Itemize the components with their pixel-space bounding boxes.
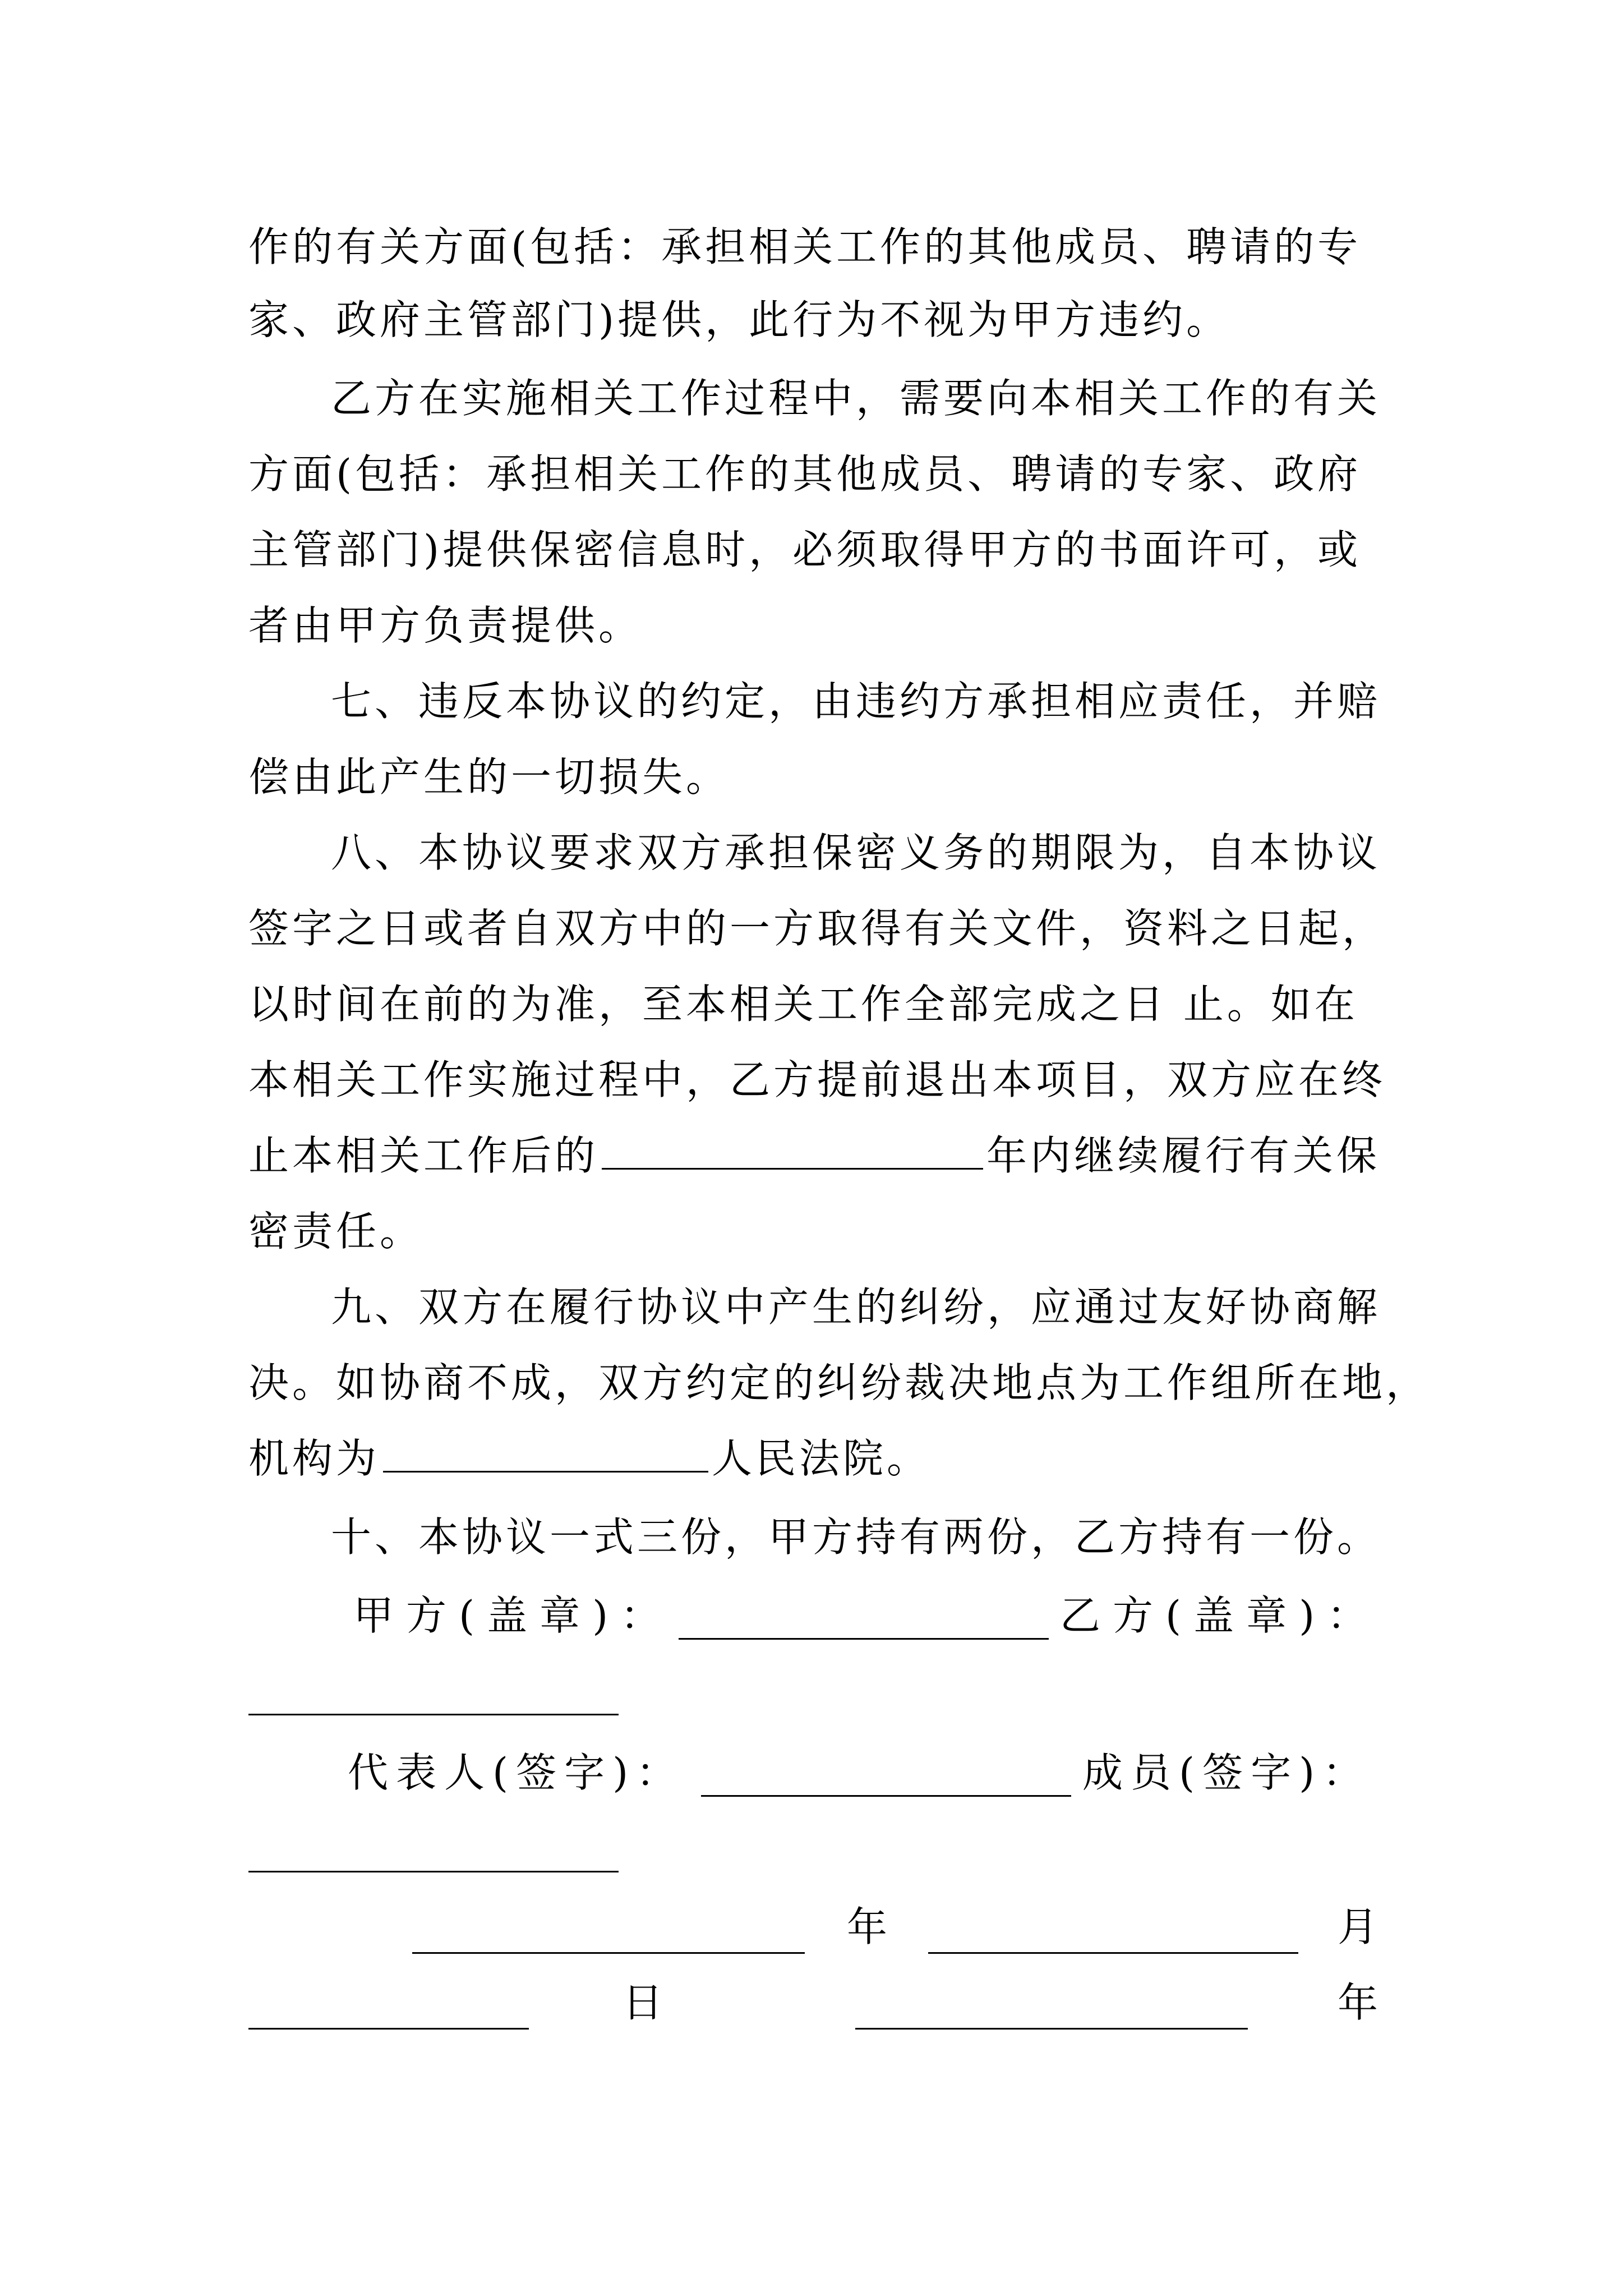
paragraph-line (248, 1430, 930, 1487)
paragraph-line: 以时间在前的为准，至本相关工作全部完成之日 止。如在 (248, 981, 1358, 1028)
paragraph-line: 密责任。 (248, 1208, 424, 1255)
paragraph-line: 乙方在实施相关工作过程中，需要向本相关工作的有关 (331, 375, 1381, 422)
party-b-seal-blank[interactable] (248, 1714, 619, 1715)
paragraph-line: 方面(包括：承担相关工作的其他成员、聘请的专家、政府 (248, 450, 1362, 498)
paragraph-line (248, 1128, 1380, 1184)
clause-7: 七、违反本协议的约定，由违约方承担相应责任，并赔 (331, 678, 1381, 725)
paragraph-line: 决。如协商不成，双方约定的纠纷裁决地点为工作组所在地， (248, 1359, 1430, 1406)
representative-sign-label: 代表人(签字)： (348, 1749, 685, 1796)
year-label: 年 (847, 1903, 888, 1950)
party-a-seal-blank[interactable] (679, 1638, 1049, 1640)
date-day-blank[interactable] (248, 2028, 529, 2030)
paragraph-line: 家、政府主管部门)提供，此行为不视为甲方违约。 (248, 296, 1230, 343)
party-a-seal-label: 甲方(盖章)： (353, 1592, 674, 1639)
line-text: 年内继续履行有关保 (986, 1132, 1381, 1179)
member-sign-label: 成员(签字)： (1082, 1749, 1371, 1796)
line-text: 止本相关工作后的 (248, 1132, 599, 1179)
years-blank[interactable] (602, 1129, 983, 1170)
representative-sign-blank[interactable] (701, 1795, 1071, 1797)
court-blank[interactable] (383, 1432, 708, 1473)
line-text: 人民法院。 (712, 1435, 931, 1482)
paragraph-line: 偿由此产生的一切损失。 (248, 753, 730, 800)
date-year-blank-2[interactable] (855, 2028, 1248, 2030)
day-label: 日 (623, 1979, 663, 2026)
member-sign-blank[interactable] (248, 1871, 619, 1872)
year-label-2: 年 (1338, 1979, 1378, 2026)
party-b-seal-label: 乙方(盖章)： (1060, 1592, 1380, 1639)
date-year-blank[interactable] (412, 1952, 805, 1954)
paragraph-line: 签字之日或者自双方中的一方取得有关文件，资料之日起， (248, 905, 1386, 952)
paragraph-line: 主管部门)提供保密信息时，必须取得甲方的书面许可，或 (248, 526, 1362, 573)
paragraph-line: 本相关工作实施过程中，乙方提前退出本项目，双方应在终 (248, 1056, 1386, 1103)
clause-10: 十、本协议一式三份，甲方持有两份，乙方持有一份。 (331, 1513, 1381, 1561)
date-month-blank[interactable] (928, 1952, 1298, 1954)
clause-8: 八、本协议要求双方承担保密义务的期限为，自本协议 (331, 829, 1381, 876)
clause-9: 九、双方在履行协议中产生的纠纷，应通过友好协商解 (331, 1283, 1381, 1331)
month-label: 月 (1338, 1903, 1378, 1950)
paragraph-line: 者由甲方负责提供。 (248, 602, 643, 649)
paragraph-line: 作的有关方面(包括：承担相关工作的其他成员、聘请的专 (248, 223, 1362, 270)
line-text: 机构为 (248, 1435, 380, 1482)
